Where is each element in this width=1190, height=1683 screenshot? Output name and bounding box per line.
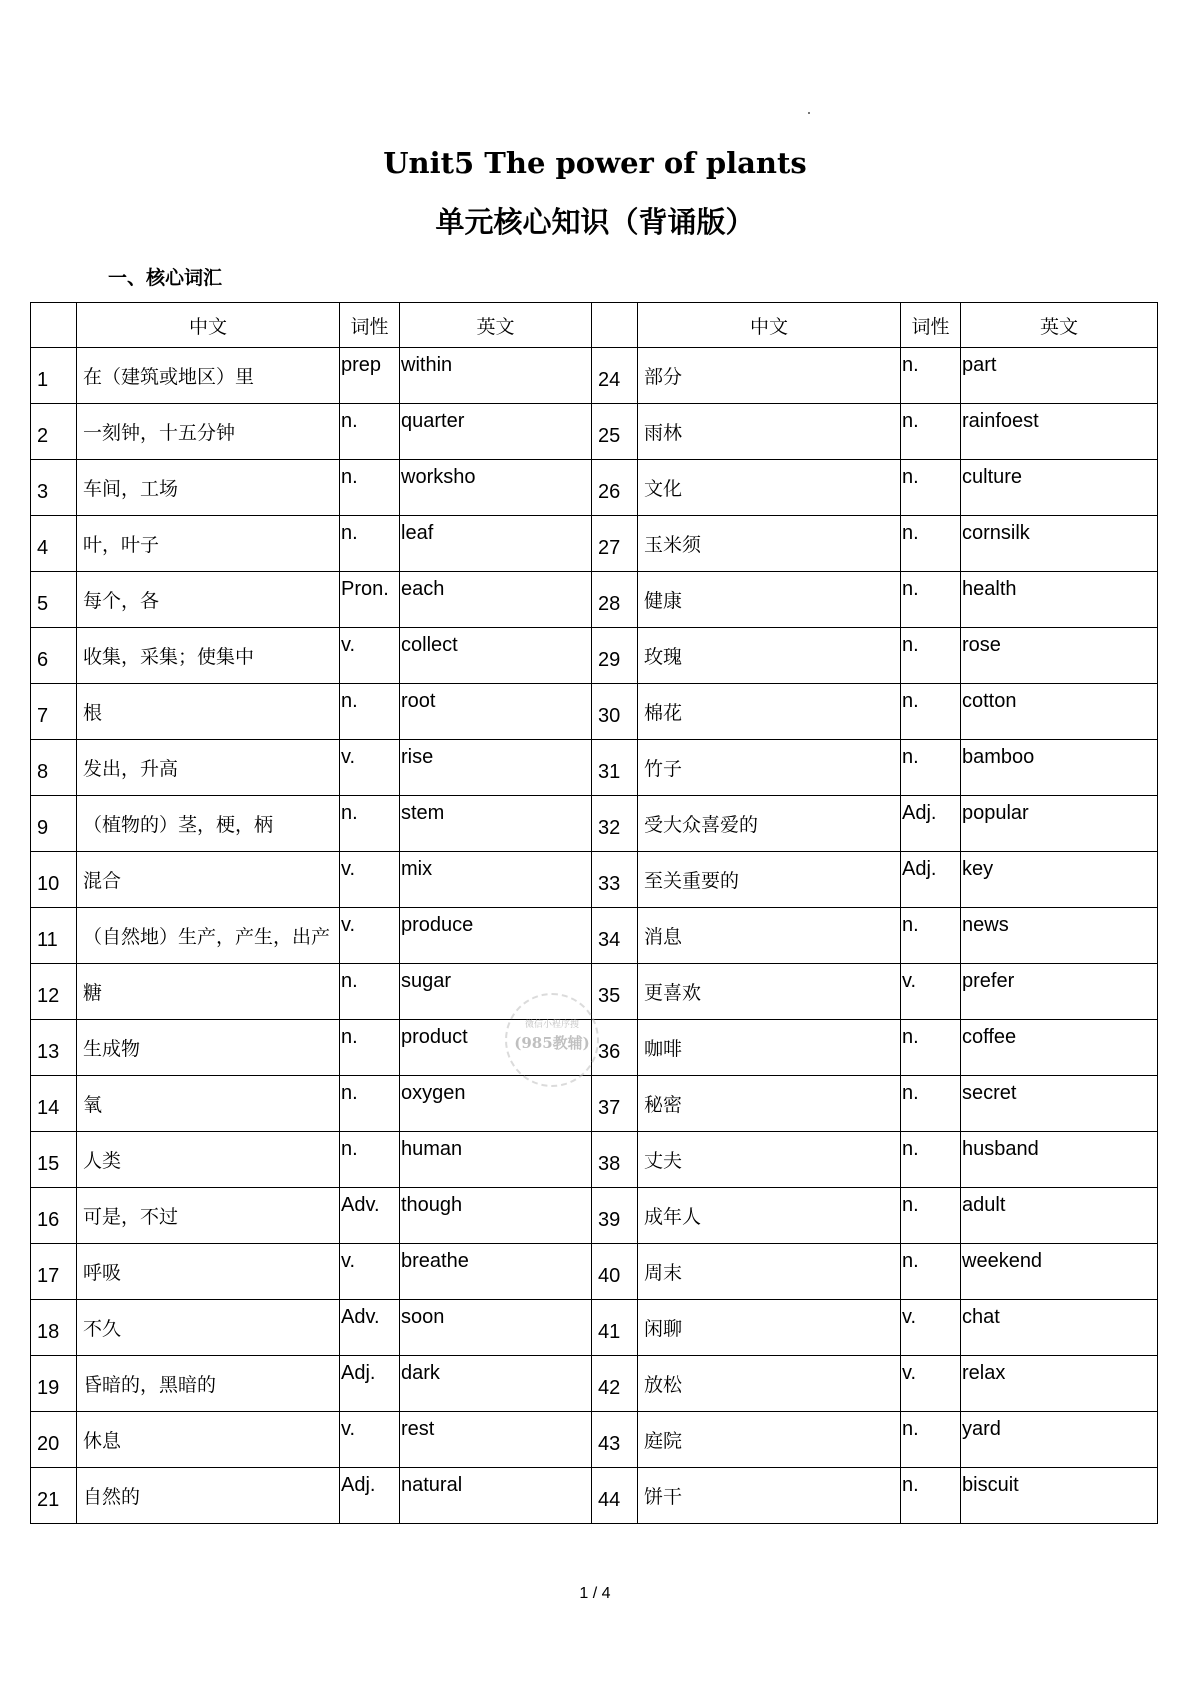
english-word: rise (400, 740, 592, 796)
part-of-speech: n. (901, 1076, 961, 1132)
chinese-meaning: 成年人 (638, 1188, 901, 1244)
table-row (31, 852, 1158, 908)
english-word: cornsilk (961, 516, 1158, 572)
row-number: 7 (31, 684, 77, 740)
row-number: 19 (31, 1356, 77, 1412)
page-number: 1 / 4 (579, 1585, 611, 1602)
chinese-meaning: 玉米须 (638, 516, 901, 572)
row-number: 17 (31, 1244, 77, 1300)
english-word: popular (961, 796, 1158, 852)
chinese-meaning: 放松 (638, 1356, 901, 1412)
table-row (31, 1132, 1158, 1188)
chinese-meaning: 混合 (77, 852, 340, 908)
row-number: 2 (31, 404, 77, 460)
table-row (31, 516, 1158, 572)
part-of-speech: n. (340, 796, 400, 852)
chinese-meaning: 每个，各 (77, 572, 340, 628)
part-of-speech: Adj. (901, 852, 961, 908)
part-of-speech: Adv. (340, 1300, 400, 1356)
part-of-speech: n. (340, 516, 400, 572)
english-word: prefer (961, 964, 1158, 1020)
row-number: 26 (592, 460, 638, 516)
table-row (31, 908, 1158, 964)
chinese-meaning: 发出，升高 (77, 740, 340, 796)
chinese-meaning: 庭院 (638, 1412, 901, 1468)
part-of-speech: n. (901, 908, 961, 964)
english-word: though (400, 1188, 592, 1244)
table-row (31, 1076, 1158, 1132)
part-of-speech: v. (340, 1412, 400, 1468)
table-body (31, 348, 1158, 1524)
row-number: 34 (592, 908, 638, 964)
vocabulary-table (30, 302, 1158, 1524)
chinese-meaning: 不久 (77, 1300, 340, 1356)
stray-dot (808, 112, 810, 114)
table-row (31, 964, 1158, 1020)
part-of-speech: n. (340, 684, 400, 740)
part-of-speech: n. (340, 964, 400, 1020)
part-of-speech: Pron. (340, 572, 400, 628)
header-chinese: 中文 (77, 303, 340, 348)
table-row (31, 1188, 1158, 1244)
row-number: 15 (31, 1132, 77, 1188)
part-of-speech: v. (340, 852, 400, 908)
part-of-speech: n. (901, 1468, 961, 1524)
row-number: 24 (592, 348, 638, 404)
table-row (31, 1020, 1158, 1076)
document-subtitle: 单元核心知识（背诵版） (435, 205, 755, 239)
english-word: rainfoest (961, 404, 1158, 460)
row-number: 10 (31, 852, 77, 908)
english-word: dark (400, 1356, 592, 1412)
part-of-speech: n. (901, 1132, 961, 1188)
header-english: 英文 (961, 303, 1158, 348)
chinese-meaning: 叶，叶子 (77, 516, 340, 572)
row-number: 11 (31, 908, 77, 964)
watermark-line-2: (985教辅) (514, 1034, 590, 1052)
row-number: 33 (592, 852, 638, 908)
row-number: 1 (31, 348, 77, 404)
part-of-speech: n. (901, 1412, 961, 1468)
row-number: 44 (592, 1468, 638, 1524)
part-of-speech: n. (901, 1020, 961, 1076)
table-row (31, 572, 1158, 628)
row-number: 27 (592, 516, 638, 572)
chinese-meaning: 一刻钟，十五分钟 (77, 404, 340, 460)
row-number: 38 (592, 1132, 638, 1188)
part-of-speech: Adj. (901, 796, 961, 852)
english-word: rest (400, 1412, 592, 1468)
part-of-speech: n. (901, 740, 961, 796)
chinese-meaning: 至关重要的 (638, 852, 901, 908)
table-row (31, 460, 1158, 516)
table-row (31, 1244, 1158, 1300)
part-of-speech: n. (340, 404, 400, 460)
row-number: 31 (592, 740, 638, 796)
english-word: collect (400, 628, 592, 684)
english-word: oxygen (400, 1076, 592, 1132)
english-word: soon (400, 1300, 592, 1356)
chinese-meaning: 昏暗的，黑暗的 (77, 1356, 340, 1412)
table-row (31, 628, 1158, 684)
header-cell-blank (592, 303, 638, 348)
row-number: 18 (31, 1300, 77, 1356)
part-of-speech: v. (901, 1356, 961, 1412)
chinese-meaning: 人类 (77, 1132, 340, 1188)
row-number: 40 (592, 1244, 638, 1300)
english-word: weekend (961, 1244, 1158, 1300)
chinese-meaning: 车间，工场 (77, 460, 340, 516)
part-of-speech: n. (901, 404, 961, 460)
row-number: 41 (592, 1300, 638, 1356)
chinese-meaning: 氧 (77, 1076, 340, 1132)
chinese-meaning: 糖 (77, 964, 340, 1020)
chinese-meaning: 自然的 (77, 1468, 340, 1524)
part-of-speech: v. (340, 908, 400, 964)
row-number: 36 (592, 1020, 638, 1076)
chinese-meaning: 收集，采集；使集中 (77, 628, 340, 684)
header-part-of-speech: 词性 (340, 303, 400, 348)
part-of-speech: n. (901, 572, 961, 628)
english-word: leaf (400, 516, 592, 572)
part-of-speech: n. (340, 460, 400, 516)
row-number: 43 (592, 1412, 638, 1468)
header-english: 英文 (400, 303, 592, 348)
chinese-meaning: 消息 (638, 908, 901, 964)
row-number: 16 (31, 1188, 77, 1244)
chinese-meaning: 健康 (638, 572, 901, 628)
english-word: husband (961, 1132, 1158, 1188)
english-word: key (961, 852, 1158, 908)
table-row (31, 684, 1158, 740)
part-of-speech: Adv. (340, 1188, 400, 1244)
english-word: cotton (961, 684, 1158, 740)
english-word: biscuit (961, 1468, 1158, 1524)
part-of-speech: n. (340, 1076, 400, 1132)
table-row (31, 796, 1158, 852)
english-word: chat (961, 1300, 1158, 1356)
english-word: coffee (961, 1020, 1158, 1076)
row-number: 37 (592, 1076, 638, 1132)
english-word: adult (961, 1188, 1158, 1244)
chinese-meaning: 可是，不过 (77, 1188, 340, 1244)
chinese-meaning: 闲聊 (638, 1300, 901, 1356)
chinese-meaning: 更喜欢 (638, 964, 901, 1020)
row-number: 13 (31, 1020, 77, 1076)
chinese-meaning: 受大众喜爱的 (638, 796, 901, 852)
english-word: breathe (400, 1244, 592, 1300)
part-of-speech: v. (340, 628, 400, 684)
chinese-meaning: 根 (77, 684, 340, 740)
part-of-speech: n. (901, 628, 961, 684)
row-number: 42 (592, 1356, 638, 1412)
header-chinese: 中文 (638, 303, 901, 348)
chinese-meaning: 文化 (638, 460, 901, 516)
english-word: culture (961, 460, 1158, 516)
row-number: 8 (31, 740, 77, 796)
chinese-meaning: 秘密 (638, 1076, 901, 1132)
header-part-of-speech: 词性 (901, 303, 961, 348)
english-word: human (400, 1132, 592, 1188)
row-number: 6 (31, 628, 77, 684)
row-number: 25 (592, 404, 638, 460)
row-number: 21 (31, 1468, 77, 1524)
row-number: 5 (31, 572, 77, 628)
chinese-meaning: 咖啡 (638, 1020, 901, 1076)
row-number: 30 (592, 684, 638, 740)
row-number: 28 (592, 572, 638, 628)
part-of-speech: n. (901, 516, 961, 572)
english-word: rose (961, 628, 1158, 684)
part-of-speech: n. (340, 1020, 400, 1076)
english-word: product (400, 1020, 592, 1076)
document-title: Unit5 The power of plants (383, 146, 807, 180)
part-of-speech: n. (901, 460, 961, 516)
header-cell-blank (31, 303, 77, 348)
row-number: 3 (31, 460, 77, 516)
table-row (31, 404, 1158, 460)
row-number: 12 (31, 964, 77, 1020)
part-of-speech: prep (340, 348, 400, 404)
row-number: 32 (592, 796, 638, 852)
part-of-speech: n. (901, 1188, 961, 1244)
chinese-meaning: 雨林 (638, 404, 901, 460)
part-of-speech: Adj. (340, 1468, 400, 1524)
english-word: bamboo (961, 740, 1158, 796)
part-of-speech: v. (901, 1300, 961, 1356)
english-word: worksho (400, 460, 592, 516)
chinese-meaning: 在（建筑或地区）里 (77, 348, 340, 404)
row-number: 4 (31, 516, 77, 572)
part-of-speech: v. (340, 1244, 400, 1300)
table-row (31, 740, 1158, 796)
part-of-speech: v. (901, 964, 961, 1020)
part-of-speech: n. (901, 348, 961, 404)
chinese-meaning: 呼吸 (77, 1244, 340, 1300)
english-word: quarter (400, 404, 592, 460)
row-number: 29 (592, 628, 638, 684)
english-word: stem (400, 796, 592, 852)
english-word: sugar (400, 964, 592, 1020)
english-word: news (961, 908, 1158, 964)
chinese-meaning: （自然地）生产，产生，出产 (77, 908, 340, 964)
table-row (31, 1300, 1158, 1356)
english-word: produce (400, 908, 592, 964)
english-word: mix (400, 852, 592, 908)
part-of-speech: v. (340, 740, 400, 796)
english-word: within (400, 348, 592, 404)
chinese-meaning: 丈夫 (638, 1132, 901, 1188)
table-row (31, 1356, 1158, 1412)
part-of-speech: n. (901, 684, 961, 740)
chinese-meaning: （植物的）茎，梗，柄 (77, 796, 340, 852)
chinese-meaning: 玫瑰 (638, 628, 901, 684)
english-word: health (961, 572, 1158, 628)
part-of-speech: n. (901, 1244, 961, 1300)
row-number: 35 (592, 964, 638, 1020)
table-header-row (31, 303, 1158, 348)
english-word: each (400, 572, 592, 628)
chinese-meaning: 周末 (638, 1244, 901, 1300)
row-number: 9 (31, 796, 77, 852)
english-word: root (400, 684, 592, 740)
chinese-meaning: 棉花 (638, 684, 901, 740)
english-word: yard (961, 1412, 1158, 1468)
english-word: relax (961, 1356, 1158, 1412)
table-row (31, 1468, 1158, 1524)
chinese-meaning: 部分 (638, 348, 901, 404)
chinese-meaning: 休息 (77, 1412, 340, 1468)
section-heading: 一、核心词汇 (108, 267, 223, 289)
english-word: natural (400, 1468, 592, 1524)
chinese-meaning: 竹子 (638, 740, 901, 796)
chinese-meaning: 饼干 (638, 1468, 901, 1524)
part-of-speech: Adj. (340, 1356, 400, 1412)
chinese-meaning: 生成物 (77, 1020, 340, 1076)
english-word: part (961, 348, 1158, 404)
english-word: secret (961, 1076, 1158, 1132)
table-row (31, 1412, 1158, 1468)
row-number: 39 (592, 1188, 638, 1244)
row-number: 20 (31, 1412, 77, 1468)
table-row (31, 348, 1158, 404)
row-number: 14 (31, 1076, 77, 1132)
part-of-speech: n. (340, 1132, 400, 1188)
watermark-line-1: 微信小程序搜 (524, 1020, 579, 1030)
